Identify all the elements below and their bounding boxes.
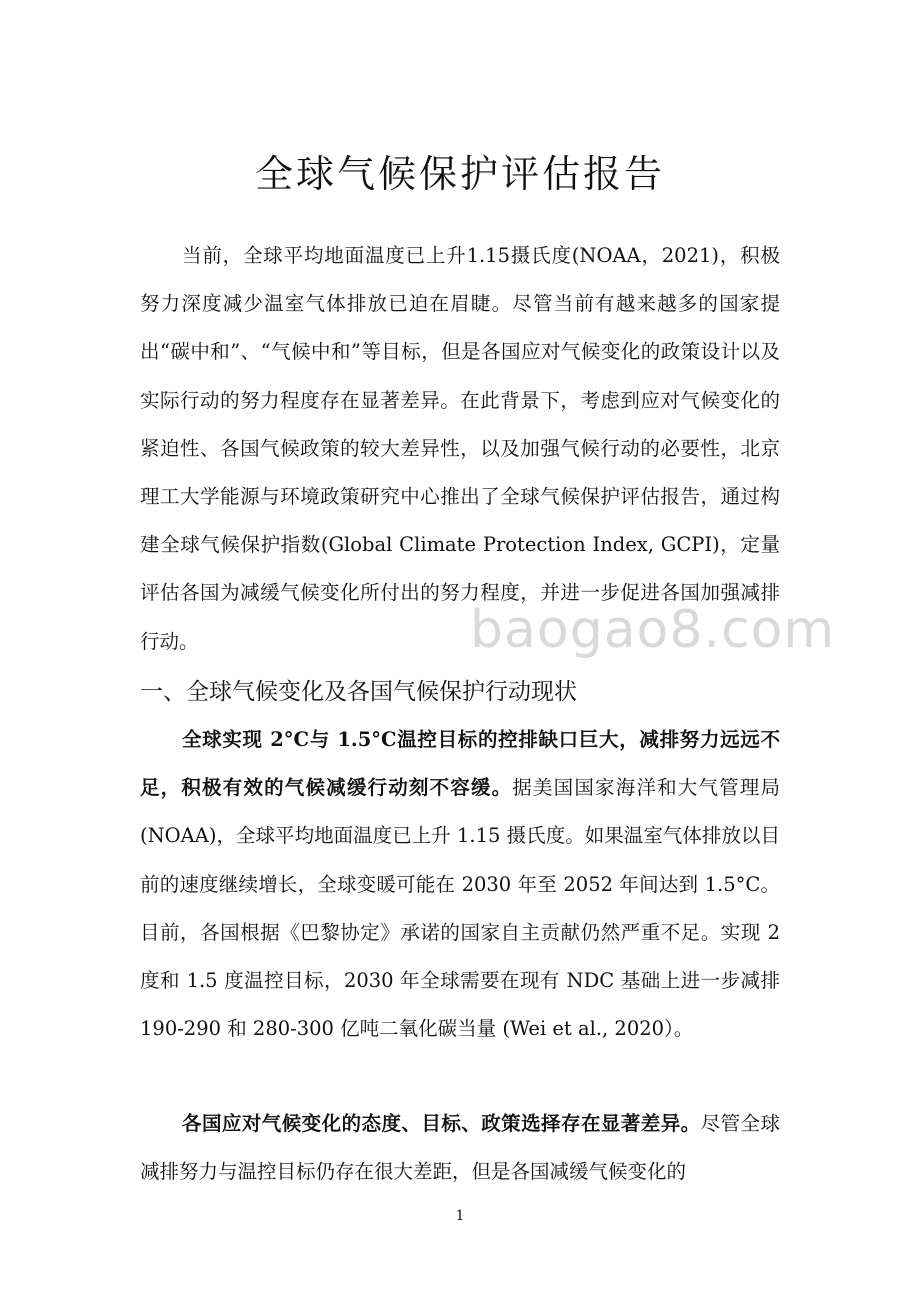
paragraph-lead-bold: 各国应对气候变化的态度、目标、政策选择存在显著差异。	[182, 1112, 701, 1135]
intro-paragraph: 当前，全球平均地面温度已上升1.15摄氏度(NOAA，2021)，积极努力深度减少温室气体排放已迫在眉睫。尽管当前有越来越多的国家提出“碳中和”、“气候中和”等目标，但是各国应对气候变化的政策设计以及实际行动的努力程度存在显著差异。在此背景下，考虑到应对气候变化的紧迫性、各国气候政策的较大差异性，以及加强气候行动的必要性，北京理工大学能源与环境政策研究中心推出了全球气候保护评估报告，通过构建全球气候保护指数(Global Climate Protection Index, GCPI)，定量评估各国为减缓气候变化所付出的努力程度，并进一步促进各国加强减排行动。	[140, 244, 780, 653]
section-heading: 一、全球气候变化及各国气候保护行动现状	[140, 679, 577, 705]
paragraph-body: 据美国国家海洋和大气管理局(NOAA)，全球平均地面温度已上升 1.15 摄氏度。如果温室气体排放以目前的速度继续增长，全球变暖可能在 2030 年至 2052 年间达到 1.5°C。目前，各国根据《巴黎协定》承诺的国家自主贡献仍然严重不足。实现 2 度和 1.5 度温控目标，2030 年全球需要在现有 NDC 基础上进一步减排 190-290 和 280-300 亿吨二氧化碳当量 (Wei et al., 2020）。	[140, 776, 780, 1041]
document-title: 全球气候保护评估报告	[254, 152, 665, 196]
paragraph-body: 尽管全球减排努力与温控目标仍存在很大差距，但是各国减缓气候变化的	[140, 1112, 780, 1184]
paragraph-lead-bold: 全球实现 2°C与 1.5°C温控目标的控排缺口巨大，减排努力远远不足，积极有效的气候减缓行动刻不容缓。	[140, 728, 780, 800]
page-number: 1	[455, 1208, 465, 1224]
section-paragraph-1	[140, 716, 780, 1053]
section-paragraph-2	[140, 1100, 780, 1196]
watermark: baogao8.com	[470, 600, 836, 660]
